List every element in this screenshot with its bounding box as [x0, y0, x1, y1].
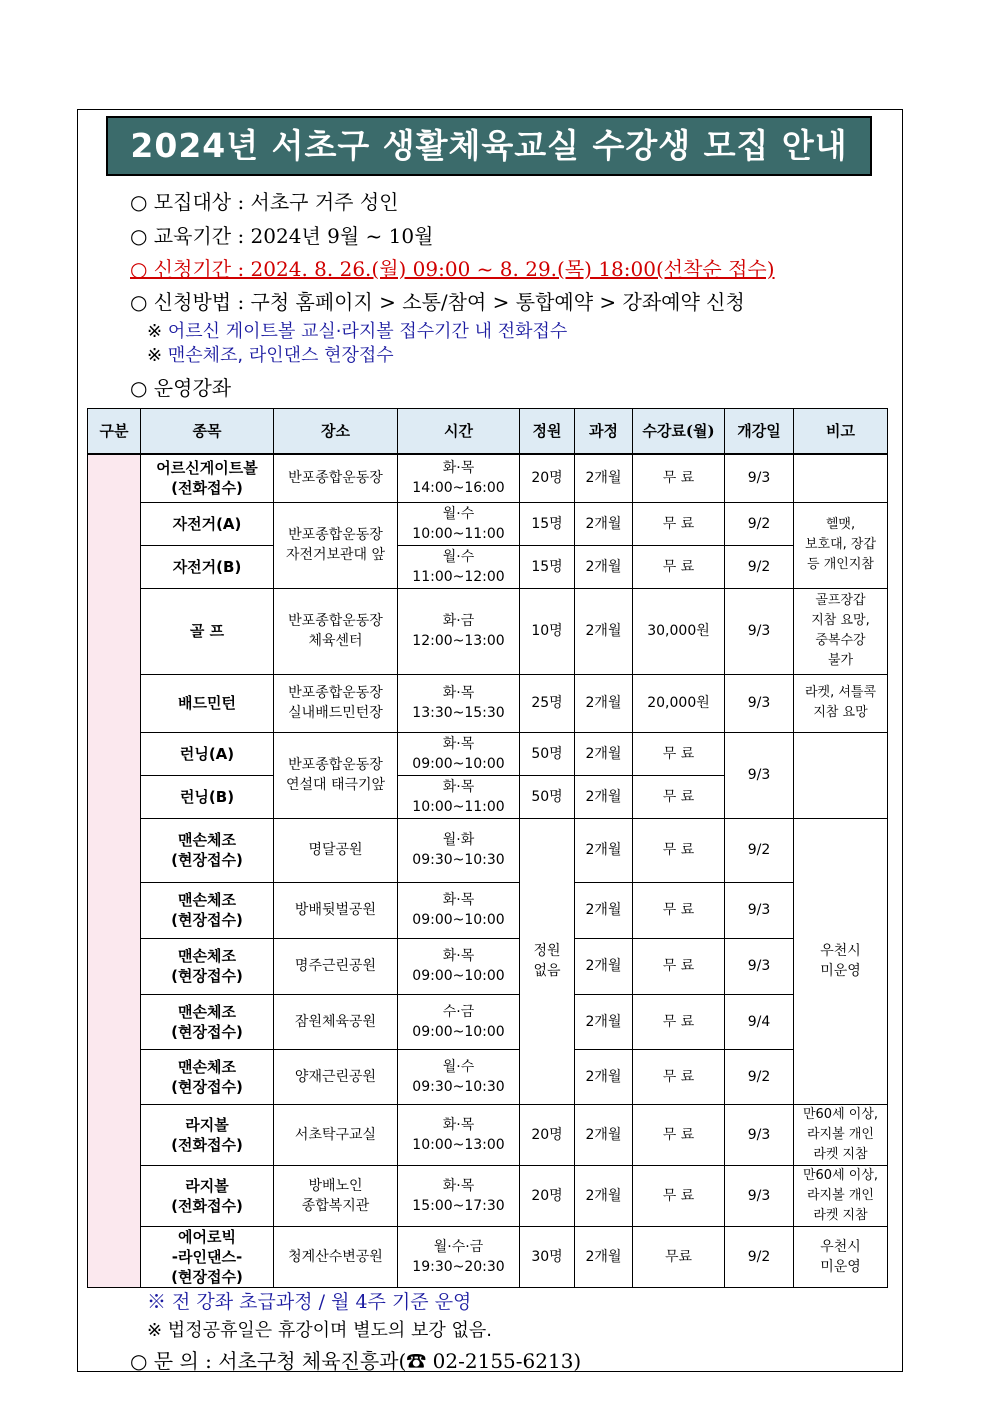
course-cell: 2개월 — [575, 775, 633, 818]
fee-cell: 무 료 — [633, 882, 725, 938]
capacity-cell: 30명 — [520, 1226, 575, 1287]
program-name: 배드민턴 — [141, 674, 274, 732]
table-row — [88, 588, 888, 674]
start-date-cell: 9/3 — [725, 454, 794, 502]
capacity-cell: 20명 — [520, 454, 575, 502]
program-name: 맨손체조 (현장접수) — [141, 938, 274, 994]
start-date-cell: 9/2 — [725, 545, 794, 588]
table-row — [88, 1226, 888, 1287]
fee-cell: 30,000원 — [633, 588, 725, 674]
table-row — [88, 502, 888, 545]
header-start-date: 개강일 — [725, 409, 794, 455]
remarks-cell: 헬맷, 보호대, 장갑 등 개인지참 — [794, 502, 888, 588]
course-cell: 2개월 — [575, 1049, 633, 1104]
fee-cell: 무 료 — [633, 454, 725, 502]
program-name: 맨손체조 (현장접수) — [141, 1049, 274, 1104]
fee-cell: 무 료 — [633, 1104, 725, 1165]
table-row — [88, 545, 888, 588]
table-row — [88, 938, 888, 994]
fee-cell: 무 료 — [633, 818, 725, 882]
program-name: 라지볼 (전화접수) — [141, 1165, 274, 1226]
start-date-cell: 9/3 — [725, 938, 794, 994]
start-date-cell: 9/3 — [725, 588, 794, 674]
course-cell: 2개월 — [575, 818, 633, 882]
capacity-cell: 20명 — [520, 1165, 575, 1226]
section-courses-label: ○ 운영강좌 — [130, 376, 232, 400]
fee-cell: 무 료 — [633, 775, 725, 818]
header-category: 구분 — [88, 409, 141, 455]
table-row — [88, 454, 888, 502]
program-name: 맨손체조 (현장접수) — [141, 994, 274, 1049]
program-name: 자전거(B) — [141, 545, 274, 588]
fee-cell: 무 료 — [633, 1049, 725, 1104]
place-cell: 방배노인 종합복지관 — [274, 1165, 398, 1226]
info-application-period: ○ 신청기간 : 2024. 8. 26.(월) 09:00 ~ 8. 29.(목) 18:00(선착순 접수) — [130, 257, 775, 281]
time-cell: 월·수 09:30~10:30 — [398, 1049, 520, 1104]
footer-contact: ○ 문 의 : 서초구청 체육진흥과(☎ 02-2155-6213) — [130, 1349, 582, 1373]
place-cell: 반포종합운동장 실내배드민턴장 — [274, 674, 398, 732]
header-remarks: 비고 — [794, 409, 888, 455]
note-text: 맨손체조, 라인댄스 현장접수 — [167, 345, 394, 366]
program-name: 맨손체조 (현장접수) — [141, 818, 274, 882]
remarks-cell: 만60세 이상, 라지볼 개인 라켓 지참 — [794, 1165, 888, 1226]
fee-cell: 무 료 — [633, 994, 725, 1049]
course-cell: 2개월 — [575, 1226, 633, 1287]
time-cell: 화·목 10:00~13:00 — [398, 1104, 520, 1165]
course-cell: 2개월 — [575, 1165, 633, 1226]
start-date-cell: 9/2 — [725, 818, 794, 882]
course-cell: 2개월 — [575, 588, 633, 674]
time-cell: 월·수·금 19:30~20:30 — [398, 1226, 520, 1287]
category-cell — [88, 454, 141, 1287]
program-name: 맨손체조 (현장접수) — [141, 882, 274, 938]
remarks-cell: 골프장갑 지참 요망, 중복수강 불가 — [794, 588, 888, 674]
capacity-cell: 25명 — [520, 674, 575, 732]
table-row — [88, 1049, 888, 1104]
place-cell: 서초탁구교실 — [274, 1104, 398, 1165]
place-cell: 양재근린공원 — [274, 1049, 398, 1104]
header-capacity: 정원 — [520, 409, 575, 455]
footer-note-beginner: ※ 전 강좌 초급과정 / 월 4주 기준 운영 — [147, 1291, 472, 1313]
note-mark: ※ — [147, 345, 163, 366]
time-cell: 화·목 09:00~10:00 — [398, 732, 520, 775]
start-date-cell: 9/2 — [725, 1049, 794, 1104]
fee-cell: 무료 — [633, 1226, 725, 1287]
course-cell: 2개월 — [575, 502, 633, 545]
time-cell: 월·수 10:00~11:00 — [398, 502, 520, 545]
capacity-cell: 20명 — [520, 1104, 575, 1165]
course-cell: 2개월 — [575, 938, 633, 994]
time-cell: 화·목 13:30~15:30 — [398, 674, 520, 732]
start-date-cell: 9/3 — [725, 674, 794, 732]
note-mark: ※ — [147, 321, 163, 342]
course-cell: 2개월 — [575, 674, 633, 732]
program-name: 자전거(A) — [141, 502, 274, 545]
program-name: 골 프 — [141, 588, 274, 674]
place-cell: 명달공원 — [274, 818, 398, 882]
program-name: 런닝(B) — [141, 775, 274, 818]
info-period: ○ 교육기간 : 2024년 9월 ~ 10월 — [130, 224, 434, 248]
start-date-cell: 9/3 — [725, 1104, 794, 1165]
time-cell: 월·수 11:00~12:00 — [398, 545, 520, 588]
start-date-cell: 9/3 — [725, 1165, 794, 1226]
time-cell: 화·금 12:00~13:00 — [398, 588, 520, 674]
info-target: ○ 모집대상 : 서초구 거주 성인 — [130, 190, 399, 214]
fee-cell: 20,000원 — [633, 674, 725, 732]
remarks-cell: 우천시 미운영 — [794, 818, 888, 1104]
time-cell: 화·목 09:00~10:00 — [398, 882, 520, 938]
course-table — [87, 408, 888, 1288]
time-cell: 화·목 09:00~10:00 — [398, 938, 520, 994]
remarks-cell — [794, 454, 888, 502]
place-cell: 방배뒷벌공원 — [274, 882, 398, 938]
capacity-cell: 정원 없음 — [520, 818, 575, 1104]
course-cell: 2개월 — [575, 994, 633, 1049]
course-cell: 2개월 — [575, 882, 633, 938]
program-name: 런닝(A) — [141, 732, 274, 775]
fee-cell: 무 료 — [633, 732, 725, 775]
place-cell: 반포종합운동장 체육센터 — [274, 588, 398, 674]
table-row — [88, 994, 888, 1049]
program-name: 어르신게이트볼 (전화접수) — [141, 454, 274, 502]
program-name: 에어로빅 -라인댄스- (현장접수) — [141, 1226, 274, 1287]
time-cell: 월·화 09:30~10:30 — [398, 818, 520, 882]
fee-cell: 무 료 — [633, 545, 725, 588]
header-time: 시간 — [398, 409, 520, 455]
fee-cell: 무 료 — [633, 502, 725, 545]
start-date-cell: 9/3 — [725, 732, 794, 818]
header-fee: 수강료(월) — [633, 409, 725, 455]
start-date-cell: 9/3 — [725, 882, 794, 938]
start-date-cell: 9/2 — [725, 1226, 794, 1287]
place-cell: 반포종합운동장 연설대 태극기앞 — [274, 732, 398, 818]
table-row — [88, 882, 888, 938]
remarks-cell: 만60세 이상, 라지볼 개인 라켓 지참 — [794, 1104, 888, 1165]
fee-cell: 무 료 — [633, 1165, 725, 1226]
time-cell: 화·목 10:00~11:00 — [398, 775, 520, 818]
time-cell: 화·목 14:00~16:00 — [398, 454, 520, 502]
header-place: 장소 — [274, 409, 398, 455]
capacity-cell: 50명 — [520, 775, 575, 818]
place-cell: 청계산수변공원 — [274, 1226, 398, 1287]
time-cell: 수·금 09:00~10:00 — [398, 994, 520, 1049]
place-cell: 잠원체육공원 — [274, 994, 398, 1049]
capacity-cell: 10명 — [520, 588, 575, 674]
time-cell: 화·목 15:00~17:30 — [398, 1165, 520, 1226]
note-text: 어르신 게이트볼 교실·라지볼 접수기간 내 전화접수 — [167, 321, 568, 342]
remarks-cell — [794, 732, 888, 818]
footer-note-holiday: ※ 법정공휴일은 휴강이며 별도의 보강 없음. — [147, 1320, 493, 1341]
remarks-cell: 라켓, 셔틀콕 지참 요망 — [794, 674, 888, 732]
capacity-cell: 50명 — [520, 732, 575, 775]
capacity-cell: 15명 — [520, 545, 575, 588]
header-program: 종목 — [141, 409, 274, 455]
capacity-cell: 15명 — [520, 502, 575, 545]
table-row — [88, 818, 888, 882]
place-cell: 반포종합운동장 — [274, 454, 398, 502]
place-cell: 명주근린공원 — [274, 938, 398, 994]
fee-cell: 무 료 — [633, 938, 725, 994]
table-row — [88, 1165, 888, 1226]
course-cell: 2개월 — [575, 454, 633, 502]
course-cell: 2개월 — [575, 732, 633, 775]
header-course: 과정 — [575, 409, 633, 455]
course-cell: 2개월 — [575, 1104, 633, 1165]
start-date-cell: 9/4 — [725, 994, 794, 1049]
table-row — [88, 674, 888, 732]
note-phone-reception — [147, 317, 567, 343]
start-date-cell: 9/2 — [725, 502, 794, 545]
info-application-method: ○ 신청방법 : 구청 홈페이지 > 소통/참여 > 통합예약 > 강좌예약 신청 — [130, 290, 745, 314]
note-onsite-reception — [147, 341, 394, 367]
table-row — [88, 732, 888, 775]
remarks-cell: 우천시 미운영 — [794, 1226, 888, 1287]
course-cell: 2개월 — [575, 545, 633, 588]
table-row — [88, 1104, 888, 1165]
page-title: 2024년 서초구 생활체육교실 수강생 모집 안내 — [106, 116, 872, 176]
table-header-row — [88, 409, 888, 455]
program-name: 라지볼 (전화접수) — [141, 1104, 274, 1165]
place-cell: 반포종합운동장 자전거보관대 앞 — [274, 502, 398, 588]
